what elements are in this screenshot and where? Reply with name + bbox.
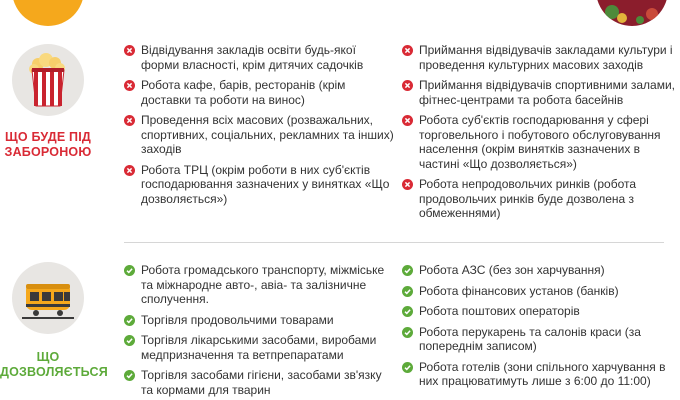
list-item-text: Приймання відвідувачів закладами культури і проведення культурних масових заходів — [419, 43, 673, 72]
list-item — [402, 113, 680, 171]
list-item — [402, 263, 680, 278]
banned-section-label — [0, 130, 96, 160]
cross-icon — [402, 115, 413, 126]
decorative-circle-burgundy — [596, 0, 668, 26]
list-item — [402, 360, 680, 389]
popcorn-icon — [12, 44, 84, 116]
check-icon — [124, 265, 135, 276]
section-divider — [124, 242, 664, 243]
list-item — [402, 304, 680, 319]
list-item — [402, 177, 680, 221]
check-icon — [124, 315, 135, 326]
banned-list-right — [402, 43, 680, 227]
check-icon — [402, 327, 413, 338]
list-item-text: Робота суб'єктів господарювання у сфері торговельного і побутового обслуговування населення (окрім винятків зазначених в частині «Що дозволяється») — [419, 113, 661, 171]
list-item-text: Робота кафе, барів, ресторанів (крім доставки та роботи на винос) — [141, 78, 346, 107]
banned-label-line2: ЗАБОРОНОЮ — [4, 145, 92, 159]
list-item — [402, 284, 680, 299]
list-item-text: Робота ТРЦ (окрім роботи в них суб'єктів господарювання зазначених у винятках «Що дозволяється») — [141, 162, 390, 206]
cross-icon — [402, 80, 413, 91]
list-item — [124, 313, 394, 328]
check-icon — [124, 335, 135, 346]
check-icon — [402, 286, 413, 297]
list-item-text: Робота непродовольчих ринків (робота продовольчих ринків буде дозволена з обмеженнями) — [419, 177, 637, 220]
list-item-text: Робота готелів (зони спільного харчування в них працюватимуть лише з 6:00 до 11:00) — [419, 359, 666, 388]
list-item — [124, 263, 394, 307]
allowed-list-right — [402, 263, 680, 395]
check-icon — [402, 362, 413, 373]
cross-icon — [124, 45, 135, 56]
list-item — [124, 43, 394, 72]
cross-icon — [124, 165, 135, 176]
list-item-text: Приймання відвідувачів спортивними залами, фітнес-центрами та робота басейнів — [419, 78, 675, 107]
cross-icon — [402, 179, 413, 190]
list-item-text: Торгівля продовольчими товарами — [141, 312, 334, 327]
decor-leaves-icon — [596, 0, 668, 26]
allowed-label-line2: ДОЗВОЛЯЄТЬСЯ — [0, 365, 108, 379]
list-item — [124, 78, 394, 107]
banned-list-left — [124, 43, 394, 212]
list-item-text: Проведення всіх масових (розважальних, спортивних, соціальних, рекламних та інших) заходів — [141, 113, 394, 156]
list-item — [124, 163, 394, 207]
list-item-text: Робота громадського транспорту, міжміське та міжнародне авто-, авіа- та залізничне сполучення. — [141, 263, 385, 306]
cross-icon — [402, 45, 413, 56]
list-item-text: Відвідування закладів освіти будь-якої форми власності, крім дитячих садочків — [141, 43, 364, 72]
list-item-text: Робота поштових операторів — [419, 304, 580, 318]
banned-label-line1: ЩО БУДЕ ПІД — [4, 130, 92, 144]
list-item — [124, 113, 394, 157]
list-item — [402, 325, 680, 354]
check-icon — [402, 265, 413, 276]
check-icon — [402, 306, 413, 317]
decorative-circle-orange — [12, 0, 84, 26]
cross-icon — [124, 115, 135, 126]
list-item-text: Робота фінансових установ (банків) — [419, 283, 619, 298]
allowed-label-line1: ЩО — [36, 350, 60, 364]
train-icon — [12, 262, 84, 334]
list-item-text: Торгівля засобами гігієни, засобами зв'язку та кормами для тварин — [141, 368, 382, 397]
list-item-text: Торгівля лікарськими засобами, виробами медпризначення та ветпрепаратами — [141, 333, 377, 362]
list-item — [124, 368, 394, 397]
list-item — [124, 333, 394, 362]
check-icon — [124, 370, 135, 381]
list-item — [402, 78, 680, 107]
allowed-section-label — [0, 350, 108, 380]
list-item — [402, 43, 680, 72]
allowed-list-left — [124, 263, 394, 400]
cross-icon — [124, 80, 135, 91]
list-item-text: Робота АЗС (без зон харчування) — [419, 263, 605, 277]
list-item-text: Робота перукарень та салонів краси (за попереднім записом) — [419, 324, 641, 353]
